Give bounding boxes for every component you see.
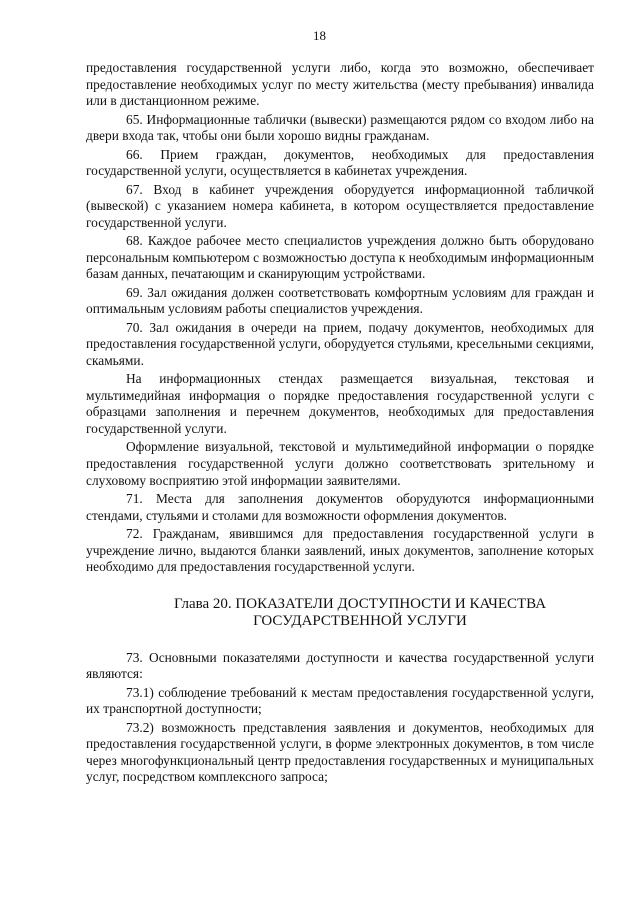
paragraph-info-stands: На информационных стендах размещается визуальная, текстовая и мультимедийная информация о порядке предоставления государственной услуги с образцами заполнения и перечнем документов, необходимых для предоставления государственной услуги.	[86, 371, 594, 437]
paragraph-73-1: 73.1) соблюдение требований к местам предоставления государственной услуги, их транспортной доступности;	[86, 684, 594, 717]
paragraph-73-2: 73.2) возможность представления заявления и документов, необходимых для предоставления государственной услуги, в форме электронных документов, в том числе через многофункциональный центр предоставления государственных и муниципальных услуг, посредством комплексного запроса;	[86, 719, 594, 785]
paragraph-info-design: Оформление визуальной, текстовой и мультимедийной информации о порядке предоставления государственной услуги должно соответствовать зрительному и слуховому восприятию этой информации заявителями.	[86, 439, 594, 488]
page-number: 18	[313, 28, 326, 43]
paragraph-68: 68. Каждое рабочее место специалистов учреждения должно быть оборудовано персональным компьютером с возможностью доступа к необходимым информационным базам данных, печатающим и сканирующим устройствами.	[86, 233, 594, 282]
paragraph-71: 71. Места для заполнения документов оборудуются информационными стендами, стульями и столами для возможности оформления документов.	[86, 491, 594, 523]
paragraph-continuation: предоставления государственной услуги либо, когда это возможно, обеспечивает предоставление необходимых услуг по месту жительства (месту пребывания) инвалида или в дистанционном режиме.	[86, 60, 594, 109]
document-body	[86, 60, 594, 788]
paragraph-67: 67. Вход в кабинет учреждения оборудуется информационной табличкой (вывеской) с указанием номера кабинета, в котором осуществляется предоставление государственной услуги.	[86, 181, 594, 230]
paragraph-69: 69. Зал ожидания должен соответствовать комфортным условиям для граждан и оптимальным условиям работы специалистов учреждения.	[86, 284, 594, 317]
paragraph-70: 70. Зал ожидания в очереди на прием, подачу документов, необходимых для предоставления государственной услуги, оборудуется стульями, кресельными секциями, скамьями.	[86, 319, 594, 368]
paragraph-65: 65. Информационные таблички (вывески) размещаются рядом со входом либо на двери входа так, чтобы они были хорошо видны гражданам.	[86, 111, 594, 144]
paragraph-73: 73. Основными показателями доступности и качества государственной услуги являются:	[86, 649, 594, 682]
chapter-spacer	[86, 631, 594, 650]
paragraph-66: 66. Прием граждан, документов, необходимых для предоставления государственной услуги, осуществляется в кабинетах учреждения.	[86, 146, 594, 179]
chapter-heading-line-2: ГОСУДАРСТВЕННОЙ УСЛУГИ	[253, 613, 467, 630]
chapter-heading-line-1: Глава 20. ПОКАЗАТЕЛИ ДОСТУПНОСТИ И КАЧЕСТВА	[173, 595, 547, 612]
chapter-heading	[86, 596, 594, 631]
paragraph-72: 72. Гражданам, явившимся для предоставления государственной услуги в учреждение лично, выдаются бланки заявлений, иных документов, заполнение которых необходимо для предоставления государственной услуги.	[86, 526, 594, 575]
